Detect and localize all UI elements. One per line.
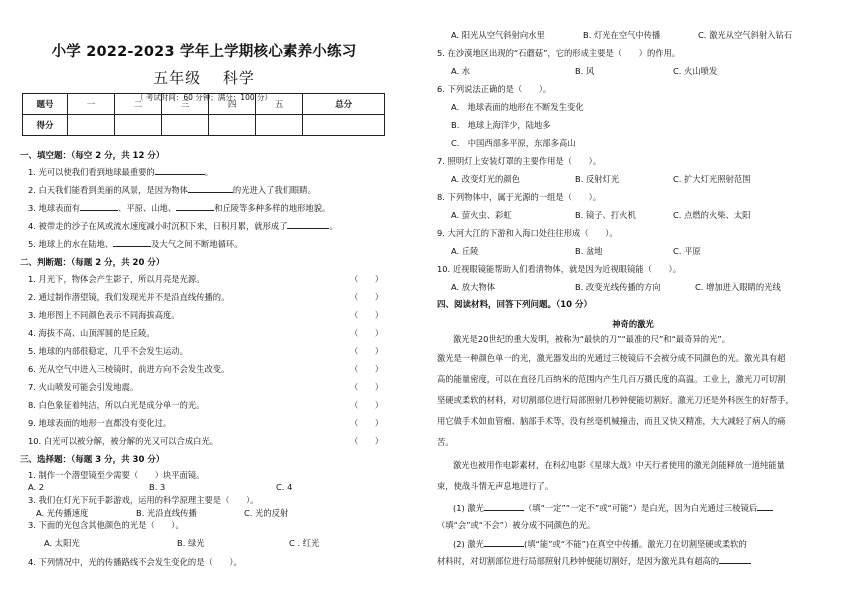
article-line: 苦。 (437, 437, 454, 447)
judge-question: 4. 海拔不高、山顶浑圆的是丘陵。 (28, 328, 155, 338)
fill-question-1 (28, 166, 213, 178)
article-line: 束，使战斗情无声息地进行了。 (437, 481, 554, 491)
score-table-header-row (23, 94, 385, 115)
reading-question-1-cont: （填“会”或“不会”）被分成不同颜色的光。 (437, 520, 596, 530)
answer-paren[interactable]: （ ） (350, 310, 384, 320)
choice-option[interactable]: A. 萤火虫、彩虹 (451, 210, 512, 220)
answer-paren[interactable]: （ ） (350, 382, 384, 392)
answer-paren[interactable]: （ ） (350, 418, 384, 428)
choice-option[interactable]: A. 放大物体 (451, 282, 495, 292)
choice-question-5: 5. 在沙漠地区出现的“石蘑菇”，它的形成主要是（ ）的作用。 (437, 48, 681, 58)
choice-question-4: 4. 下列情况中，光的传播路线不会发生变化的是（ ）。 (28, 557, 242, 567)
question-text: （填“一定”“一定不”或“可能”）是白光，因为白光通过三棱镜后 (523, 503, 758, 513)
choice-option[interactable]: B. 改变光线传播的方向 (575, 282, 661, 292)
answer-paren[interactable]: （ ） (350, 328, 384, 338)
judge-question: 8. 白色象征着纯洁，所以白光是成分单一的光。 (28, 400, 205, 410)
score-cell[interactable] (209, 115, 256, 136)
judge-question: 3. 地形图上不同颜色表示不同海拔高度。 (28, 310, 180, 320)
score-table (22, 93, 385, 136)
score-cell[interactable] (256, 115, 303, 136)
choice-option[interactable]: C. 光的反射 (244, 508, 289, 518)
score-header-cell: 五 (256, 94, 303, 115)
choice-option[interactable]: A. 太阳光 (44, 538, 80, 548)
score-cell[interactable] (68, 115, 115, 136)
answer-blank[interactable] (176, 210, 214, 211)
judge-question: 10. 白光可以被分解，被分解的光又可以合成白光。 (28, 436, 219, 446)
question-text: 的光进入了我们眼睛。 (232, 185, 316, 195)
choice-option[interactable]: C. 扩大灯光照射范围 (673, 174, 751, 184)
choice-option[interactable]: C. 激光从空气斜射入钻石 (698, 30, 793, 40)
article-line: 用它做手术如血管瘤、脑部手术等，没有丝毫机械撞击，而且又快又精准，大大减轻了病人的痛 (437, 416, 786, 426)
choice-option[interactable]: B. 绿光 (177, 538, 205, 548)
choice-option[interactable]: A. 光传播速度 (36, 508, 89, 518)
choice-option[interactable]: C. 火山喷发 (673, 66, 718, 76)
question-text: 。 (204, 167, 214, 177)
choice-question-3b: 3. 下面的光包含其他颜色的光是（ ）。 (28, 520, 184, 530)
fill-question-5 (28, 238, 243, 250)
choice-option[interactable]: C. 点燃的火柴、太阳 (673, 210, 751, 220)
article-paragraph: 激光是20世纪的重大发明，被称为“最快的刀”“最准的尺”和“最奇异的光”。 (453, 334, 730, 344)
article-line: 高的能量密度，可以在直径几百纳米的范围内产生几百万摄氏度的高温。工业上，激光刀可切割 (437, 374, 786, 384)
answer-blank[interactable] (719, 563, 751, 564)
choice-question-6: 6. 下列说法正确的是（ ）。 (437, 84, 552, 94)
reading-question-2-cont (437, 555, 751, 567)
answer-paren[interactable]: （ ） (350, 400, 384, 410)
choice-option[interactable]: A. 2 (28, 482, 45, 492)
choice-option[interactable]: C. 增加进入眼睛的光线 (695, 282, 781, 292)
score-row-label: 得分 (23, 115, 68, 136)
left-column (14, 0, 394, 595)
choice-option[interactable]: A. 地球表面的地形在不断发生变化 (451, 102, 584, 112)
reading-question-1 (453, 502, 773, 514)
article-line: 坚硬或柔软的材料，对切割部位进行局部照射几秒钟便能切割好。激光刀还是外科医生的好帮手， (437, 395, 794, 405)
choice-option[interactable]: A. 水 (451, 66, 471, 76)
section2-heading: 二、判断题：（每题 2 分，共 20 分） (20, 258, 165, 268)
question-text: (1) 激光 (453, 503, 484, 513)
reading-question-2 (453, 538, 747, 550)
answer-blank[interactable] (757, 510, 773, 511)
choice-question-9: 9. 大河大江的下游和入海口处往往形成（ ）。 (437, 228, 618, 238)
question-text: 5. 地球上的水在陆地、 (28, 239, 114, 249)
article-line: 激光是一种颜色单一的光，激光器发出的光通过三棱镜后不会被分成不同颜色的光。激光具有超 (437, 353, 786, 363)
score-header-cell: 总分 (303, 94, 385, 115)
question-text: 材料时，对切割部位进行局部照射几秒钟便能切割好，是因为激光具有超高的 (437, 556, 720, 566)
question-text: 及大气之间不断地循环。 (151, 239, 243, 249)
choice-option[interactable]: C. 4 (276, 482, 293, 492)
subject-label: 科学 (222, 69, 255, 87)
judge-question: 5. 地球的内部很稳定，几乎不会发生运动。 (28, 346, 188, 356)
choice-option[interactable]: B. 盆地 (575, 246, 603, 256)
question-text: 1. 光可以使我们看到地球最重要的 (28, 167, 155, 177)
section4-heading: 四、阅读材料，回答下列问题。（10 分） (437, 300, 593, 310)
score-cell[interactable] (115, 115, 162, 136)
answer-blank[interactable] (484, 510, 524, 511)
fill-question-2 (28, 184, 316, 196)
fill-question-4 (28, 220, 338, 232)
question-text: 和丘陵等多种多样的地形地貌。 (214, 203, 331, 213)
score-cell[interactable] (303, 115, 385, 136)
answer-paren[interactable]: （ ） (350, 274, 384, 284)
grade-subject (14, 67, 394, 88)
right-column (433, 0, 843, 595)
choice-option[interactable]: C. 平原 (673, 246, 701, 256)
choice-option[interactable]: B. 地球上海洋少，陆地多 (451, 120, 551, 130)
page-title: 小学 2022-2023 学年上学期核心素养小练习 (51, 44, 357, 60)
choice-option[interactable]: C . 红光 (289, 538, 320, 548)
choice-question-3: 3. 我们在灯光下玩手影游戏，运用的科学原理主要是（ ）。 (28, 495, 259, 505)
choice-question-1: 1. 制作一个潜望镜至少需要（ ）块平面镜。 (28, 470, 205, 480)
judge-question: 2. 通过制作潜望镜，我们发现光并不是沿直线传播的。 (28, 292, 230, 302)
answer-paren[interactable]: （ ） (350, 346, 384, 356)
choice-option[interactable]: A. 丘陵 (451, 246, 479, 256)
score-header-cell: 四 (209, 94, 256, 115)
question-text: (2) 激光 (453, 539, 484, 549)
choice-option[interactable]: B. 光沿直线传播 (136, 508, 197, 518)
answer-blank[interactable] (188, 192, 233, 193)
answer-blank[interactable] (113, 246, 151, 247)
choice-option[interactable]: B. 3 (149, 482, 166, 492)
grade-label: 五年级 (153, 69, 202, 87)
exam-info: （ 考试时间：60 分钟；满分：100 分） (135, 93, 272, 102)
choice-question-8: 8. 下列物体中，属于光源的一组是（ ）。 (437, 192, 602, 202)
article-title: 神奇的激光 (612, 319, 654, 329)
choice-option[interactable]: C. 中国西部多平原，东部多高山 (451, 138, 576, 148)
score-header-cell: 题号 (23, 94, 68, 115)
choice-option[interactable]: A. 阳光从空气斜射向水里 (451, 30, 545, 40)
fill-question-3 (28, 202, 330, 214)
score-cell[interactable] (162, 115, 209, 136)
question-text: 4. 被带走的沙子在风或流水速度减小时沉积下来，日积月累，就形成了 (28, 221, 288, 231)
score-header-cell: 三 (162, 94, 209, 115)
answer-paren[interactable]: （ ） (350, 364, 384, 374)
article-line: 激光也被用作电影素材，在科幻电影《星球大战》中天行者使用的激光剑能释放一道纯能量 (453, 460, 785, 470)
score-header-cell: 一 (68, 94, 115, 115)
question-text: (填“能”或“不能”)在真空中传播。激光刀在切割坚硬或柔软的 (523, 539, 747, 549)
judge-question: 1. 月光下，物体会产生影子，所以月亮是光源。 (28, 274, 205, 284)
choice-option[interactable]: B. 镜子、打火机 (575, 210, 636, 220)
answer-paren[interactable]: （ ） (350, 436, 384, 446)
answer-blank[interactable] (287, 228, 329, 229)
question-text: 。 (329, 221, 338, 231)
question-text: 3. 地球表面有 (28, 203, 81, 213)
section3-heading: 三、选择题：（每题 3 分，共 30 分） (20, 455, 165, 465)
answer-blank[interactable] (80, 210, 118, 211)
score-table-row (23, 115, 385, 136)
answer-blank[interactable] (484, 546, 524, 547)
judge-question: 6. 光从空气中进入三棱镜时，前进方向不会发生改变。 (28, 364, 230, 374)
choice-question-10: 10. 近视眼镜能帮助人们看清物体，就是因为近视眼镜能（ ）。 (437, 264, 681, 274)
answer-paren[interactable]: （ ） (350, 292, 384, 302)
choice-option[interactable]: B. 反射灯光 (575, 174, 620, 184)
judge-question: 7. 火山喷发可能会引发地震。 (28, 382, 139, 392)
section1-heading: 一、填空题：（每空 2 分，共 12 分） (20, 151, 165, 161)
question-text: 2. 白天我们能看到美丽的风景，是因为物体 (28, 185, 188, 195)
choice-option[interactable]: B. 风 (575, 66, 595, 76)
answer-blank[interactable] (155, 174, 205, 175)
choice-option[interactable]: B. 灯光在空气中传播 (583, 30, 661, 40)
score-header-cell: 二 (115, 94, 162, 115)
judge-question: 9. 地球表面的地形一直都没有变化过。 (28, 418, 172, 428)
question-text: 、平原、山地、 (118, 203, 177, 213)
choice-option[interactable]: A. 改变灯光的颜色 (451, 174, 520, 184)
choice-question-7: 7. 照明灯上安装灯罩的主要作用是（ ）。 (437, 156, 602, 166)
